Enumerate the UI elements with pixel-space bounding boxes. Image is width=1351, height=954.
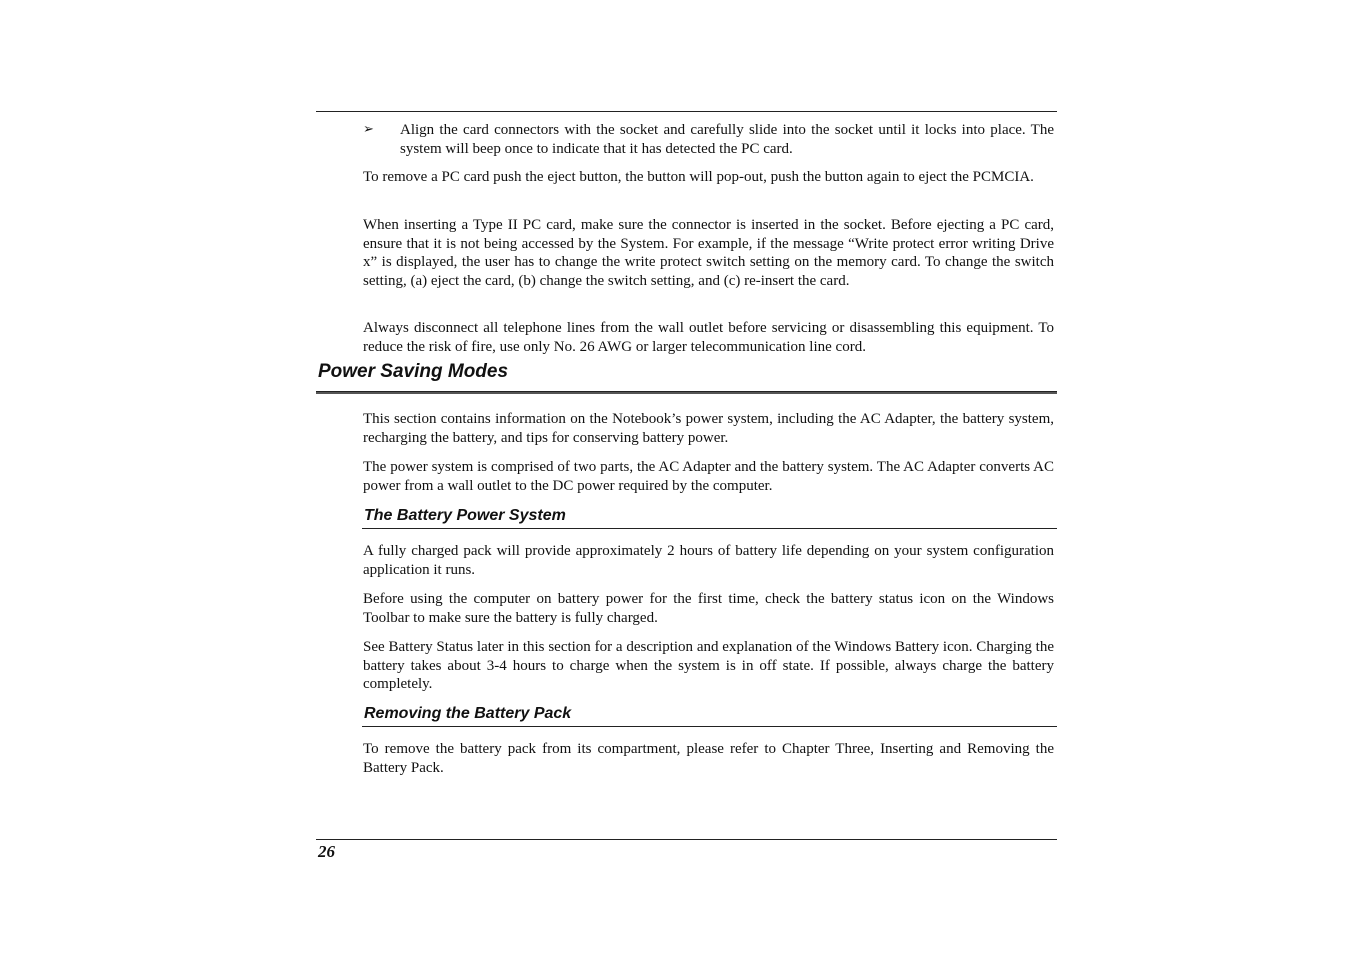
bullet-text: Align the card connectors with the socket and carefully slide into the socket until it locks into place. The system will beep once to indicate that it has detected the PC card.	[400, 122, 1054, 157]
subsection-title-battery-power-system: The Battery Power System	[364, 507, 566, 524]
paragraph-remove-battery: To remove the battery pack from its compartment, please refer to Chapter Three, Inserting and Removing the Battery Pack.	[363, 741, 1054, 776]
paragraph-remove-pc-card: To remove a PC card push the eject button, the button will pop-out, push the button again to eject the PCMCIA.	[363, 169, 1034, 185]
paragraph-battery-check: Before using the computer on battery power for the first time, check the battery status icon on the Windows Toolbar to make sure the battery is fully charged.	[363, 591, 1054, 626]
section-rule	[316, 391, 1057, 394]
page-number: 26	[318, 842, 335, 861]
top-rule	[316, 111, 1057, 112]
paragraph-battery-life: A fully charged pack will provide approximately 2 hours of battery life depending on your system configuration application it runs.	[363, 543, 1054, 578]
subsection-title-removing-battery: Removing the Battery Pack	[364, 705, 572, 722]
subsection-rule-removing	[362, 726, 1057, 727]
paragraph-telephone-warning: Always disconnect all telephone lines from the wall outlet before servicing or disassembling this equipment. To reduce the risk of fire, use only No. 26 AWG or larger telecommunication line cord.	[363, 320, 1054, 355]
paragraph-power-system-intro: This section contains information on the Notebook’s power system, including the AC Adapter, the battery system, recharging the battery, and tips for conserving battery power.	[363, 411, 1054, 446]
subsection-rule-battery	[362, 528, 1057, 529]
paragraph-power-system-parts: The power system is comprised of two parts, the AC Adapter and the battery system. The AC Adapter converts AC power from a wall outlet to the DC power required by the computer.	[363, 459, 1054, 494]
section-title-power-saving-modes: Power Saving Modes	[318, 361, 509, 382]
paragraph-battery-status: See Battery Status later in this section for a description and explanation of the Windows Battery icon. Charging the battery takes about 3-4 hours to charge when the system is in off state. If possible, always charge the battery completely.	[363, 639, 1054, 692]
footer-rule	[316, 839, 1057, 840]
arrow-bullet-icon: ➢	[363, 122, 374, 137]
paragraph-type-ii-card: When inserting a Type II PC card, make sure the connector is inserted in the socket. Before ejecting a PC card, ensure that it is not being accessed by the System. For example, if the message “Write protect error writing Drive x” is displayed, the user has to change the write protect switch setting on the memory card. To change the switch setting, (a) eject the card, (b) change the switch setting, and (c) re-insert the card.	[363, 217, 1054, 289]
